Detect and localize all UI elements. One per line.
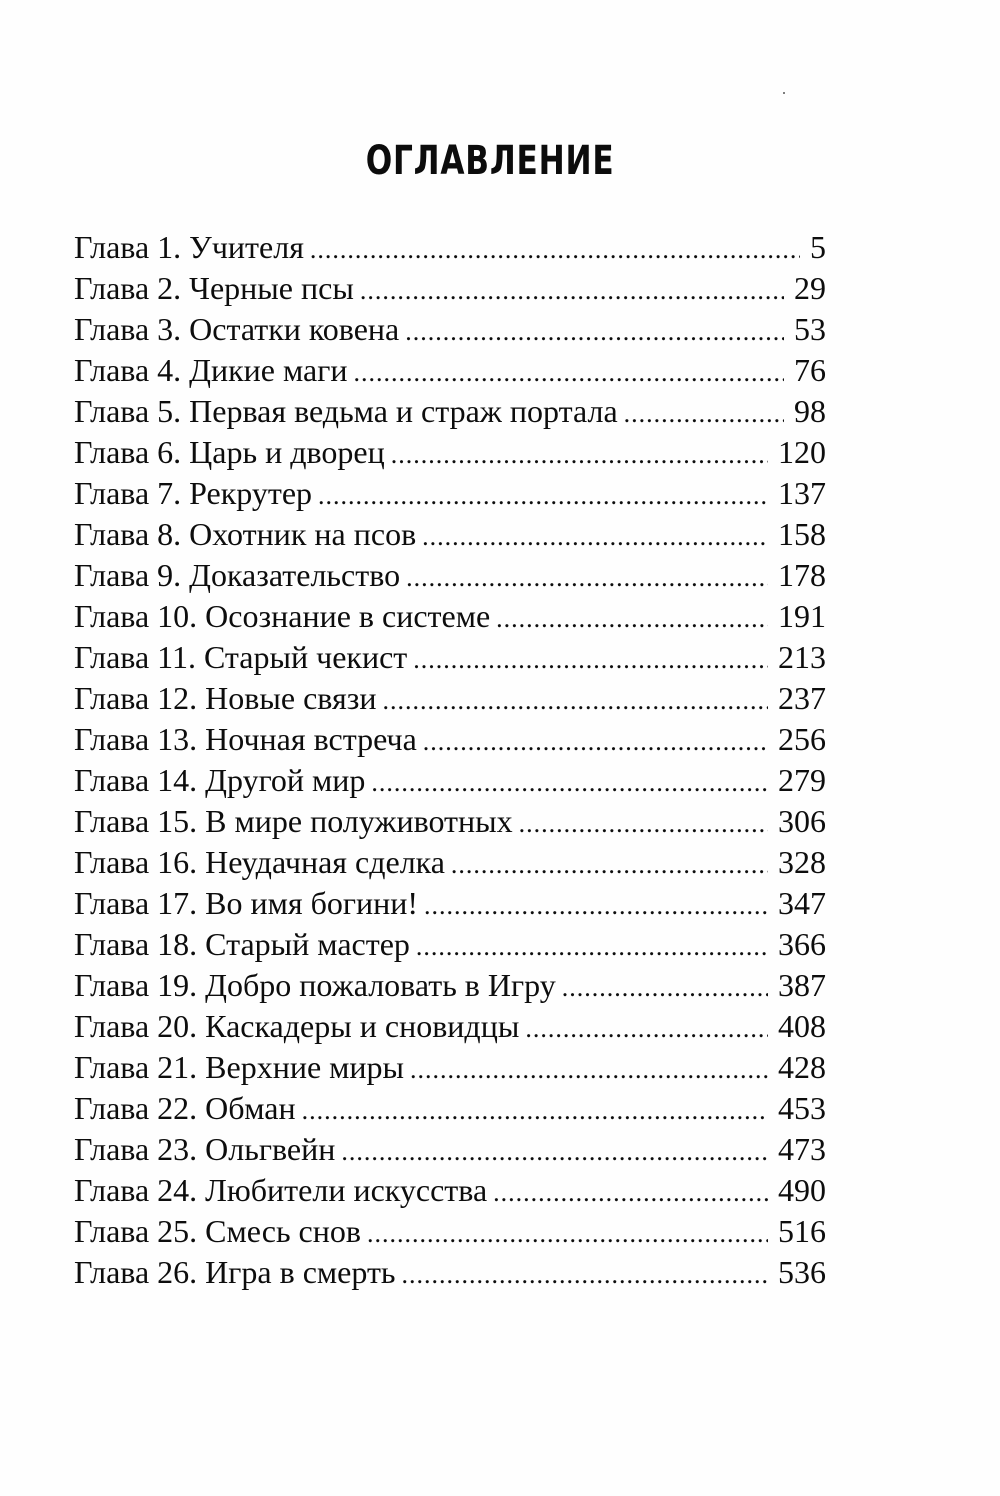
toc-dot-leader	[367, 1213, 768, 1254]
toc-entry-label: Глава 16. Неудачная сделка	[74, 844, 445, 880]
toc-entry	[74, 637, 826, 678]
toc-entry	[74, 555, 826, 596]
toc-entry-page-number: 536	[778, 1254, 826, 1290]
toc-entry-label: Глава 9. Доказательство	[74, 557, 401, 593]
toc-entry	[74, 596, 826, 637]
toc-entry-label: Глава 1. Учителя	[74, 229, 304, 265]
toc-entry-page-number: 453	[778, 1090, 826, 1126]
toc-dot-leader	[451, 844, 768, 885]
toc-dot-leader	[562, 967, 768, 1008]
toc-entry-label: Глава 18. Старый мастер	[74, 926, 410, 962]
toc-entry-page-number: 347	[778, 885, 826, 921]
toc-entry-label: Глава 22. Обман	[74, 1090, 296, 1126]
toc-dot-leader	[410, 1049, 768, 1090]
toc-entry-page-number: 387	[778, 967, 826, 1003]
toc-entry-label: Глава 5. Первая ведьма и страж портала	[74, 393, 618, 429]
toc-entry-label: Глава 4. Дикие маги	[74, 352, 348, 388]
toc-dot-leader	[624, 393, 784, 434]
toc-entry-label: Глава 13. Ночная встреча	[74, 721, 417, 757]
toc-entry	[74, 432, 826, 473]
toc-entry	[74, 227, 826, 268]
toc-entry	[74, 965, 826, 1006]
toc-entry-label: Глава 21. Верхние миры	[74, 1049, 405, 1085]
toc-entry-page-number: 5	[810, 229, 826, 265]
toc-entry-page-number: 473	[778, 1131, 826, 1167]
toc-entry-label: Глава 19. Добро пожаловать в Игру	[74, 967, 556, 1003]
toc-entry	[74, 1129, 826, 1170]
toc-entry	[74, 719, 826, 760]
toc-entry	[74, 391, 826, 432]
toc-entry-page-number: 76	[794, 352, 826, 388]
toc-dot-leader	[318, 475, 768, 516]
toc-entry	[74, 350, 826, 391]
toc-entry-label: Глава 24. Любители искусства	[74, 1172, 488, 1208]
toc-entry-page-number: 53	[794, 311, 826, 347]
toc-entry	[74, 883, 826, 924]
toc-entry-page-number: 490	[778, 1172, 826, 1208]
toc-entry-page-number: 213	[778, 639, 826, 675]
toc-entry	[74, 760, 826, 801]
toc-entry-label: Глава 25. Смесь снов	[74, 1213, 361, 1249]
toc-dot-leader	[406, 557, 768, 598]
toc-entry	[74, 801, 826, 842]
toc-entry	[74, 473, 826, 514]
table-of-contents	[74, 227, 826, 1293]
toc-entry-label: Глава 23. Ольгвейн	[74, 1131, 336, 1167]
toc-dot-leader	[402, 1254, 768, 1295]
toc-dot-leader	[525, 1008, 768, 1049]
toc-entry	[74, 1211, 826, 1252]
toc-entry-page-number: 256	[778, 721, 826, 757]
toc-entry	[74, 1170, 826, 1211]
toc-entry-page-number: 428	[778, 1049, 826, 1085]
toc-dot-leader	[423, 721, 768, 762]
toc-entry-page-number: 98	[794, 393, 826, 429]
toc-entry	[74, 1047, 826, 1088]
toc-entry	[74, 268, 826, 309]
toc-dot-leader	[405, 311, 784, 352]
toc-entry-page-number: 178	[778, 557, 826, 593]
toc-entry-label: Глава 17. Во имя богини!	[74, 885, 419, 921]
toc-dot-leader	[391, 434, 768, 475]
toc-dot-leader	[382, 680, 768, 721]
toc-entry-page-number: 191	[778, 598, 826, 634]
toc-entry-page-number: 237	[778, 680, 826, 716]
toc-entry-label: Глава 20. Каскадеры и сновидцы	[74, 1008, 520, 1044]
toc-entry-page-number: 120	[778, 434, 826, 470]
toc-entry-label: Глава 15. В мире полуживотных	[74, 803, 513, 839]
toc-dot-leader	[422, 516, 768, 557]
toc-entry	[74, 678, 826, 719]
toc-dot-leader	[371, 762, 768, 803]
toc-entry	[74, 1006, 826, 1047]
toc-entry-label: Глава 10. Осознание в системе	[74, 598, 491, 634]
toc-entry-page-number: 306	[778, 803, 826, 839]
toc-dot-leader	[302, 1090, 768, 1131]
toc-dot-leader	[310, 229, 800, 270]
print-speck	[783, 92, 785, 94]
toc-entry	[74, 924, 826, 965]
toc-dot-leader	[353, 352, 784, 393]
toc-entry-page-number: 29	[794, 270, 826, 306]
page-title: ОГЛАВЛЕНИЕ	[365, 138, 615, 184]
toc-entry-page-number: 328	[778, 844, 826, 880]
toc-entry-label: Глава 8. Охотник на псов	[74, 516, 417, 552]
toc-dot-leader	[496, 598, 768, 639]
toc-entry-label: Глава 3. Остатки ковена	[74, 311, 400, 347]
toc-dot-leader	[519, 803, 768, 844]
toc-entry	[74, 1088, 826, 1129]
toc-entry-page-number: 137	[778, 475, 826, 511]
toc-entry	[74, 309, 826, 350]
toc-dot-leader	[416, 926, 768, 967]
toc-entry-label: Глава 2. Черные псы	[74, 270, 354, 306]
toc-entry	[74, 514, 826, 555]
toc-entry-label: Глава 14. Другой мир	[74, 762, 366, 798]
toc-entry-page-number: 279	[778, 762, 826, 798]
toc-entry-page-number: 516	[778, 1213, 826, 1249]
toc-dot-leader	[424, 885, 768, 926]
toc-entry-label: Глава 7. Рекрутер	[74, 475, 313, 511]
toc-entry	[74, 1252, 826, 1293]
toc-entry	[74, 842, 826, 883]
toc-entry-page-number: 366	[778, 926, 826, 962]
toc-dot-leader	[493, 1172, 768, 1213]
toc-entry-label: Глава 11. Старый чекист	[74, 639, 408, 675]
toc-entry-label: Глава 12. Новые связи	[74, 680, 377, 716]
toc-dot-leader	[413, 639, 768, 680]
toc-dot-leader	[360, 270, 784, 311]
toc-entry-page-number: 408	[778, 1008, 826, 1044]
toc-entry-page-number: 158	[778, 516, 826, 552]
toc-entry-label: Глава 26. Игра в смерть	[74, 1254, 396, 1290]
toc-dot-leader	[341, 1131, 768, 1172]
toc-entry-label: Глава 6. Царь и дворец	[74, 434, 385, 470]
